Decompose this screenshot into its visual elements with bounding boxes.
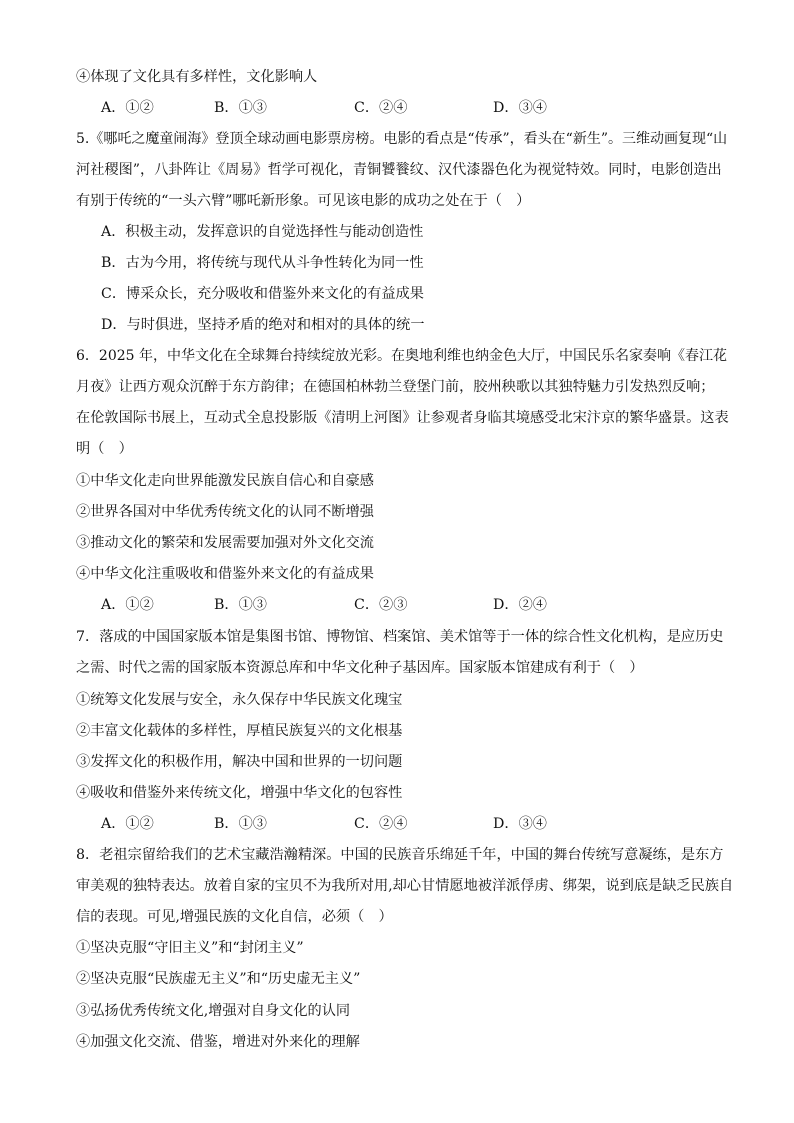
q8-item-1: ①坚决克服“守旧主义”和“封闭主义” <box>76 940 304 956</box>
q7-item-4: ④吸收和借鉴外来传统文化，增强中华文化的包容性 <box>76 785 403 801</box>
q5-stem-line: 有别于传统的“一头六臂”哪吒新形象。可见该电影的成功之处在于（ ） <box>76 193 531 209</box>
q7-choice-a[interactable]: A．①② <box>101 816 154 832</box>
q6-item-2: ②世界各国对中华优秀传统文化的认同不断增强 <box>76 504 374 520</box>
q5-option-d[interactable]: D．与时俱进，坚持矛盾的绝对和相对的具体的统一 <box>101 317 425 333</box>
q8-item-4: ④加强文化交流、借鉴，增进对外来化的理解 <box>76 1034 360 1050</box>
q7-item-2: ②丰富文化载体的多样性，厚植民族复兴的文化根基 <box>76 723 403 739</box>
q6-item-4: ④中华文化注重吸收和借鉴外来文化的有益成果 <box>76 566 374 582</box>
q6-choice-c[interactable]: C．②③ <box>354 597 408 613</box>
q5-option-a[interactable]: A．积极主动，发挥意识的自觉选择性与能动创造性 <box>101 224 424 240</box>
q6-choice-a[interactable]: A．①② <box>101 597 154 613</box>
q7-stem-line: 之需、时代之需的国家版本资源总库和中华文化种子基因库。国家版本馆建成有利于（ ） <box>76 660 644 676</box>
q7-choice-d[interactable]: D．③④ <box>493 816 547 832</box>
q4-choice-c[interactable]: C．②④ <box>354 100 408 116</box>
q6-stem-line: 在伦敦国际书展上，互动式全息投影版《清明上河图》让参观者身临其境感受北宋汴京的繁华盛景。这表 <box>76 410 729 426</box>
q8-stem-line: 8．老祖宗留给我们的艺术宝藏浩瀚精深。中国的民族音乐绵延千年，中国的舞台传统写意凝练，是东方 <box>76 847 724 863</box>
q7-item-3: ③发挥文化的积极作用，解决中国和世界的一切问题 <box>76 754 403 770</box>
q6-item-3: ③推动文化的繁荣和发展需要加强对外文化交流 <box>76 535 374 551</box>
q4-choice-a[interactable]: A．①② <box>101 100 154 116</box>
q8-item-2: ②坚决克服“民族虚无主义”和“历史虚无主义” <box>76 971 361 987</box>
q6-choice-d[interactable]: D．②④ <box>493 597 547 613</box>
q6-stem-line: 明（ ） <box>76 441 133 457</box>
q5-option-b[interactable]: B．古为今用，将传统与现代从斗争性转化为同一性 <box>101 255 424 271</box>
q5-stem-line: 5.《哪吒之魔童闹海》登顶全球动画电影票房榜。电影的看点是“传承”，看头在“新生”。三维动画复现“山 <box>76 131 728 147</box>
q6-choice-b[interactable]: B．①③ <box>214 597 267 613</box>
q4-option-4: ④体现了文化具有多样性，文化影响人 <box>76 69 318 85</box>
q7-choice-c[interactable]: C．②④ <box>354 816 408 832</box>
q5-stem-line: 河社稷图”，八卦阵让《周易》哲学可视化，青铜饕餮纹、汉代漆器色化为视觉特效。同时，电影创造出 <box>76 162 722 178</box>
q6-item-1: ①中华文化走向世界能激发民族自信心和自豪感 <box>76 473 374 489</box>
q8-item-3: ③弘扬优秀传统文化,增强对自身文化的认同 <box>76 1003 351 1019</box>
q7-choice-b[interactable]: B．①③ <box>214 816 267 832</box>
q7-item-1: ①统筹文化发展与安全，永久保存中华民族文化瑰宝 <box>76 692 403 708</box>
q6-stem-line: 月夜》让西方观众沉醉于东方韵律；在德国柏林勃兰登堡门前，胶州秧歌以其独特魅力引发热烈反响； <box>76 379 715 395</box>
q4-choice-b[interactable]: B．①③ <box>214 100 267 116</box>
q8-stem-line: 审美观的独特表达。放着自家的宝贝不为我所对用,却心甘情愿地被洋派俘虏、绑架，说到底是缺乏民族自 <box>76 878 734 894</box>
q7-stem-line: 7．落成的中国国家版本馆是集图书馆、博物馆、档案馆、美术馆等于一体的综合性文化机构，是应历史 <box>76 629 724 645</box>
q6-stem-line: 6．2025 年，中华文化在全球舞台持续绽放光彩。在奥地利维也纳金色大厅，中国民乐名家奏响《春江花 <box>76 348 727 364</box>
q5-option-c[interactable]: C．博采众长，充分吸收和借鉴外来文化的有益成果 <box>101 286 424 302</box>
q4-choice-d[interactable]: D．③④ <box>493 100 547 116</box>
q8-stem-line: 信的表现。可见,增强民族的文化自信，必须（ ） <box>76 909 393 925</box>
